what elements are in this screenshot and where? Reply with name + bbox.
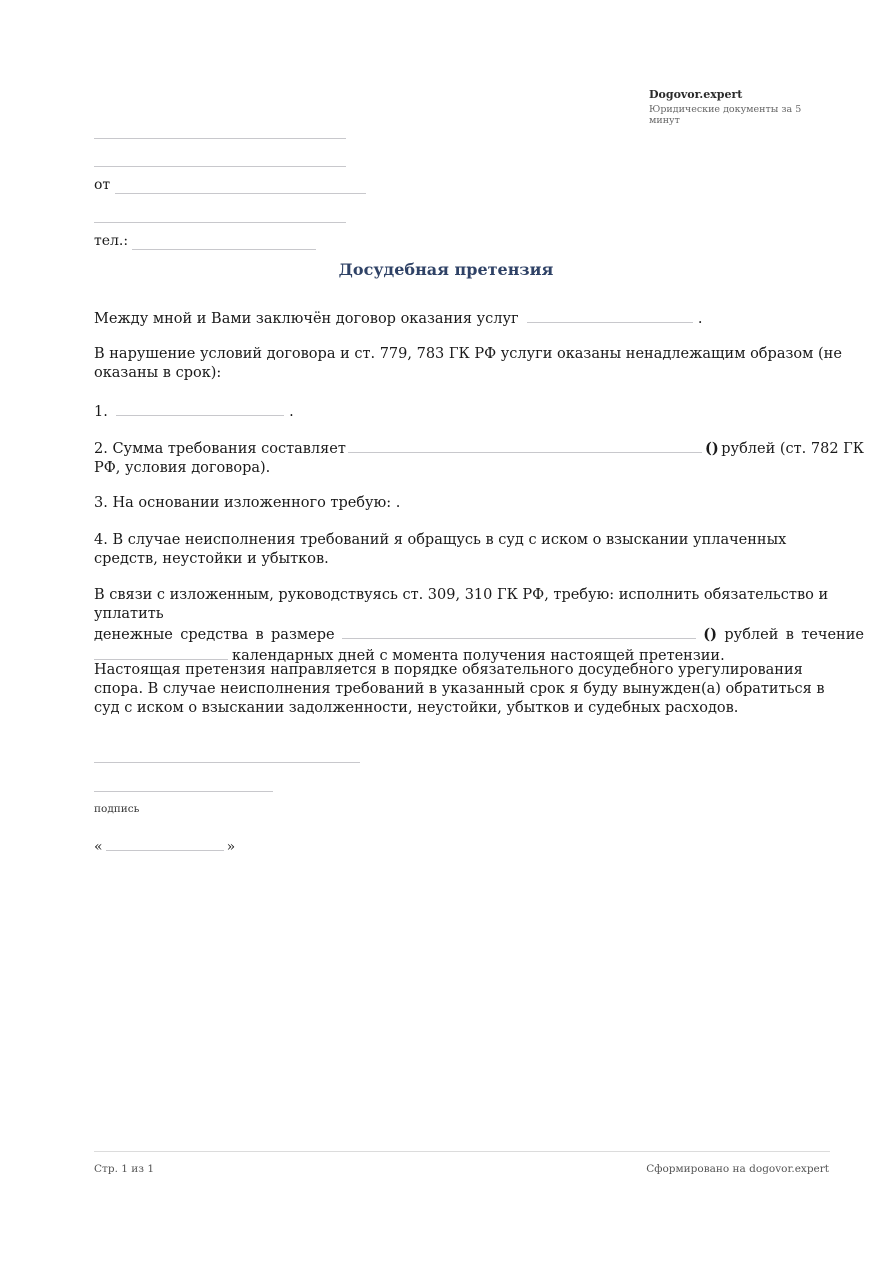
phone-label: тел.: [94,233,129,249]
demand-line-1: В связи с изложенным, руководствуясь ст. 309, 310 ГК РФ, требую: исполнить обязательство и уплатить [94,587,829,622]
item-1 [94,401,864,422]
document-title: Досудебная претензия [338,260,554,279]
demand-end: календарных дней с момента получения настоящей претензии. [232,648,725,664]
brand-name: Dogovor.expert [649,88,743,101]
date-row [94,836,235,855]
quote-close: » [226,839,236,855]
generated-note: Сформировано на dogovor.expert [646,1163,829,1175]
contract-text: Между мной и Вами заключён договор оказания услуг [94,311,519,327]
claim-amount-field[interactable] [348,438,702,453]
demand-paragraph [94,586,864,666]
item-1-number: 1. [94,404,108,420]
claim-amount-paren: () [704,440,719,457]
item-2 [94,438,864,478]
brand-tagline: Юридические документы за 5 минут [649,104,802,126]
paragraph-contract [94,308,864,329]
signature-label: подпись [94,803,140,815]
footer-divider [94,1151,830,1152]
phone-field[interactable] [132,249,316,250]
item-2-start: 2. Сумма требования составляет [94,441,346,457]
demand-amount-paren: () [703,626,718,643]
demand-amount-field[interactable] [342,624,696,639]
item-2-end-line1: рублей (ст. 782 ГК [721,441,864,457]
from-field[interactable] [115,193,366,194]
service-field[interactable] [527,308,693,323]
recipient-line-2[interactable] [94,166,346,167]
contract-end: . [697,311,703,327]
date-day-field[interactable] [106,836,224,851]
days-field[interactable] [94,645,228,660]
from-label: от [94,177,111,193]
recipient-line-1[interactable] [94,138,346,139]
item-4: 4. В случае неисполнения требований я обращусь в суд с иском о взыскании уплаченных средств, неустойки и убытков. [94,532,787,567]
brand-block [649,88,829,126]
sender-address-line[interactable] [94,222,346,223]
signature-name-line[interactable] [94,762,360,763]
item-1-field[interactable] [116,401,284,416]
item-2-end-line2: РФ, условия договора). [94,460,271,476]
demand-line-2: денежные средства в размере () рублей в течение [94,626,864,643]
signature-line[interactable] [94,791,273,792]
item-1-end: . [289,404,294,420]
page-number: Стр. 1 из 1 [94,1163,155,1175]
paragraph-violation: В нарушение условий договора и ст. 779, 783 ГК РФ услуги оказаны ненадлежащим образом (не оказаны в срок): [94,346,842,381]
quote-open: « [94,839,103,855]
final-paragraph: Настоящая претензия направляется в порядке обязательного досудебного урегулирования спора. В случае неисполнения требований в указанный срок я буду вынужден(а) обратиться в суд с иском о взыскании задолженности, неустойки, убытков и судебных расходов. [94,662,825,716]
item-3: 3. На основании изложенного требую: . [94,495,401,511]
